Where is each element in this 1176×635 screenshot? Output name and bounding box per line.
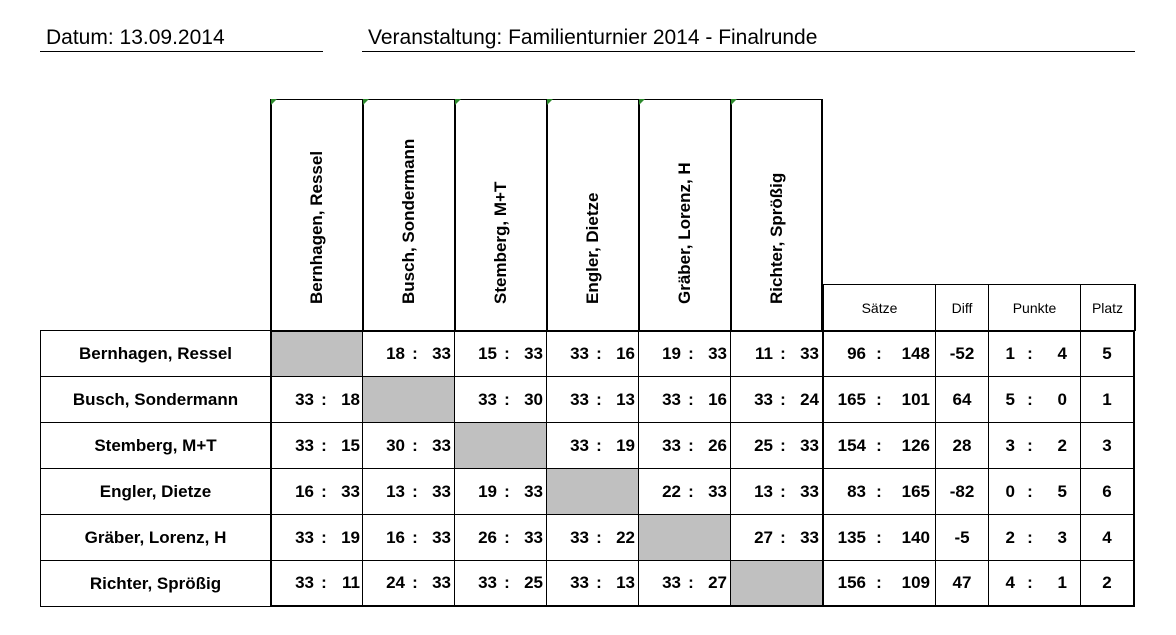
score-left: 24 bbox=[386, 573, 405, 592]
comment-marker-icon bbox=[271, 99, 277, 105]
score-cell bbox=[270, 514, 363, 561]
score-right: 15 bbox=[341, 435, 360, 455]
score-right: 165 bbox=[901, 481, 930, 501]
score-left: 27 bbox=[754, 527, 773, 547]
score-right: 33 bbox=[524, 344, 543, 363]
comment-marker-icon bbox=[455, 99, 461, 105]
column-header-team bbox=[270, 99, 363, 331]
score-left: 135 bbox=[837, 527, 866, 547]
score-separator: : bbox=[504, 481, 510, 501]
score-separator: : bbox=[321, 481, 327, 501]
score-right: 33 bbox=[432, 527, 451, 547]
score-left: 33 bbox=[570, 527, 589, 547]
score-left: 33 bbox=[662, 573, 681, 592]
score-separator: : bbox=[596, 435, 602, 455]
score-right: 109 bbox=[901, 573, 930, 592]
score-left: 19 bbox=[478, 481, 497, 501]
score-left: 165 bbox=[837, 389, 866, 409]
score-cell bbox=[546, 422, 639, 469]
score-cell bbox=[730, 468, 823, 515]
column-header-label: Stemberg, M+T bbox=[491, 181, 510, 304]
score-separator: : bbox=[876, 481, 882, 501]
score-separator: : bbox=[412, 344, 418, 363]
diff-cell: -52 bbox=[935, 330, 989, 377]
row-header-team: Gräber, Lorenz, H bbox=[40, 514, 271, 561]
score-separator: : bbox=[876, 344, 882, 363]
score-cell bbox=[270, 376, 363, 423]
score-separator: : bbox=[1027, 527, 1033, 547]
row-header-team: Engler, Dietze bbox=[40, 468, 271, 515]
score-separator: : bbox=[876, 435, 882, 455]
score-separator: : bbox=[596, 527, 602, 547]
score-right: 33 bbox=[524, 481, 543, 501]
score-left: 16 bbox=[295, 481, 314, 501]
score-left: 96 bbox=[847, 344, 866, 363]
score-separator: : bbox=[504, 527, 510, 547]
summary-header-diff: Diff bbox=[935, 284, 989, 331]
saetze-cell bbox=[822, 330, 936, 377]
score-right: 140 bbox=[901, 527, 930, 547]
score-cell bbox=[546, 560, 639, 607]
score-left: 4 bbox=[1005, 573, 1015, 592]
score-left: 33 bbox=[570, 389, 589, 409]
score-right: 0 bbox=[1057, 389, 1067, 409]
score-left: 33 bbox=[662, 389, 681, 409]
score-left: 11 bbox=[755, 344, 773, 363]
column-header-label: Bernhagen, Ressel bbox=[307, 150, 326, 304]
score-separator: : bbox=[1027, 435, 1033, 455]
comment-marker-icon bbox=[639, 99, 645, 105]
summary-header-platz: Platz bbox=[1080, 284, 1136, 331]
score-separator: : bbox=[504, 344, 510, 363]
score-right: 18 bbox=[341, 389, 360, 409]
score-cell bbox=[454, 330, 547, 377]
score-right: 5 bbox=[1057, 481, 1067, 501]
comment-marker-icon bbox=[731, 99, 737, 105]
score-right: 11 bbox=[342, 573, 360, 592]
score-left: 5 bbox=[1005, 389, 1015, 409]
score-right: 101 bbox=[901, 389, 930, 409]
score-cell bbox=[638, 376, 731, 423]
score-cell bbox=[362, 560, 455, 607]
score-separator: : bbox=[596, 573, 602, 592]
score-separator: : bbox=[1027, 389, 1033, 409]
score-right: 33 bbox=[524, 527, 543, 547]
punkte-cell bbox=[988, 560, 1081, 607]
column-header-team bbox=[730, 99, 823, 331]
score-right: 13 bbox=[616, 389, 635, 409]
score-cell bbox=[362, 422, 455, 469]
score-separator: : bbox=[1027, 344, 1033, 363]
score-left: 1 bbox=[1005, 344, 1015, 363]
summary-header-saetze: Sätze bbox=[822, 284, 936, 331]
score-cell bbox=[454, 376, 547, 423]
score-right: 2 bbox=[1057, 435, 1067, 455]
diff-cell: -82 bbox=[935, 468, 989, 515]
date-label: Datum: 13.09.2014 bbox=[40, 24, 323, 52]
score-left: 3 bbox=[1005, 435, 1015, 455]
diff-cell: 28 bbox=[935, 422, 989, 469]
score-separator: : bbox=[1027, 481, 1033, 501]
score-left: 22 bbox=[662, 481, 681, 501]
platz-cell: 2 bbox=[1080, 560, 1135, 607]
score-cell bbox=[270, 560, 363, 607]
platz-cell: 4 bbox=[1080, 514, 1135, 561]
punkte-cell bbox=[988, 376, 1081, 423]
score-cell bbox=[362, 468, 455, 515]
column-header-label: Gräber, Lorenz, H bbox=[675, 162, 694, 304]
score-cell bbox=[638, 468, 731, 515]
score-right: 19 bbox=[341, 527, 360, 547]
score-left: 33 bbox=[295, 527, 314, 547]
score-cell bbox=[454, 560, 547, 607]
score-left: 13 bbox=[754, 481, 773, 501]
score-right: 33 bbox=[708, 481, 727, 501]
score-left: 33 bbox=[295, 573, 314, 592]
column-header-team bbox=[546, 99, 639, 331]
score-right: 33 bbox=[800, 481, 819, 501]
score-left: 19 bbox=[662, 344, 681, 363]
score-right: 33 bbox=[432, 481, 451, 501]
score-separator: : bbox=[688, 573, 694, 592]
score-right: 16 bbox=[708, 389, 727, 409]
score-left: 83 bbox=[847, 481, 866, 501]
score-separator: : bbox=[688, 389, 694, 409]
score-cell bbox=[638, 560, 731, 607]
score-right: 30 bbox=[524, 389, 543, 409]
score-left: 156 bbox=[837, 573, 866, 592]
platz-cell: 3 bbox=[1080, 422, 1135, 469]
score-cell bbox=[638, 330, 731, 377]
score-right: 19 bbox=[616, 435, 635, 455]
score-cell bbox=[730, 330, 823, 377]
score-left: 33 bbox=[478, 573, 497, 592]
score-separator: : bbox=[321, 527, 327, 547]
score-separator: : bbox=[876, 389, 882, 409]
score-separator: : bbox=[412, 573, 418, 592]
diagonal-cell bbox=[454, 422, 547, 469]
column-header-team bbox=[638, 99, 731, 331]
score-separator: : bbox=[688, 435, 694, 455]
score-right: 4 bbox=[1057, 344, 1067, 363]
score-left: 154 bbox=[837, 435, 866, 455]
score-left: 0 bbox=[1005, 481, 1015, 501]
saetze-cell bbox=[822, 376, 936, 423]
score-left: 16 bbox=[386, 527, 405, 547]
score-cell bbox=[546, 330, 639, 377]
score-cell bbox=[270, 468, 363, 515]
punkte-cell bbox=[988, 514, 1081, 561]
score-left: 13 bbox=[386, 481, 405, 501]
column-header-team bbox=[454, 99, 547, 331]
score-cell bbox=[730, 422, 823, 469]
score-right: 22 bbox=[616, 527, 635, 547]
score-separator: : bbox=[780, 389, 786, 409]
event-label: Veranstaltung: Familienturnier 2014 - Finalrunde bbox=[362, 24, 1135, 52]
comment-marker-icon bbox=[363, 99, 369, 105]
score-separator: : bbox=[780, 527, 786, 547]
score-cell bbox=[362, 514, 455, 561]
score-left: 33 bbox=[570, 573, 589, 592]
score-right: 33 bbox=[800, 435, 819, 455]
score-separator: : bbox=[876, 573, 882, 592]
score-left: 15 bbox=[478, 344, 497, 363]
punkte-cell bbox=[988, 468, 1081, 515]
score-cell bbox=[270, 422, 363, 469]
score-separator: : bbox=[780, 344, 786, 363]
score-left: 33 bbox=[570, 435, 589, 455]
score-separator: : bbox=[412, 481, 418, 501]
row-header-team: Stemberg, M+T bbox=[40, 422, 271, 469]
platz-cell: 6 bbox=[1080, 468, 1135, 515]
score-right: 33 bbox=[800, 344, 819, 363]
score-right: 33 bbox=[341, 481, 360, 501]
score-right: 33 bbox=[800, 527, 819, 547]
diagonal-cell bbox=[362, 376, 455, 423]
score-separator: : bbox=[596, 344, 602, 363]
score-left: 33 bbox=[754, 389, 773, 409]
score-separator: : bbox=[504, 389, 510, 409]
score-separator: : bbox=[321, 389, 327, 409]
score-right: 24 bbox=[800, 389, 819, 409]
score-separator: : bbox=[504, 573, 510, 592]
score-right: 26 bbox=[708, 435, 727, 455]
score-right: 13 bbox=[616, 573, 635, 592]
score-separator: : bbox=[688, 344, 694, 363]
score-left: 33 bbox=[478, 389, 497, 409]
score-cell bbox=[730, 376, 823, 423]
score-separator: : bbox=[1027, 573, 1033, 592]
platz-cell: 5 bbox=[1080, 330, 1135, 377]
diagonal-cell bbox=[270, 330, 363, 377]
punkte-cell bbox=[988, 330, 1081, 377]
score-separator: : bbox=[412, 527, 418, 547]
score-separator: : bbox=[876, 527, 882, 547]
row-header-team: Bernhagen, Ressel bbox=[40, 330, 271, 377]
diff-cell: -5 bbox=[935, 514, 989, 561]
column-header-label: Richter, Sprößig bbox=[766, 172, 786, 304]
score-cell bbox=[730, 514, 823, 561]
score-right: 25 bbox=[524, 573, 543, 592]
score-separator: : bbox=[412, 435, 418, 455]
score-right: 33 bbox=[708, 344, 727, 363]
saetze-cell bbox=[822, 514, 936, 561]
punkte-cell bbox=[988, 422, 1081, 469]
row-header-team: Busch, Sondermann bbox=[40, 376, 271, 423]
score-right: 148 bbox=[901, 344, 930, 363]
score-separator: : bbox=[688, 481, 694, 501]
score-right: 1 bbox=[1057, 573, 1067, 592]
score-cell bbox=[362, 330, 455, 377]
score-separator: : bbox=[596, 389, 602, 409]
diagonal-cell bbox=[546, 468, 639, 515]
row-header-team: Richter, Sprößig bbox=[40, 560, 271, 607]
score-right: 16 bbox=[616, 344, 635, 363]
diagonal-cell bbox=[638, 514, 731, 561]
saetze-cell bbox=[822, 560, 936, 607]
score-cell bbox=[454, 514, 547, 561]
score-cell bbox=[638, 422, 731, 469]
diagonal-cell bbox=[730, 560, 823, 607]
diff-cell: 64 bbox=[935, 376, 989, 423]
score-left: 26 bbox=[478, 527, 497, 547]
column-header-label: Busch, Sondermann bbox=[399, 138, 418, 304]
score-separator: : bbox=[321, 435, 327, 455]
score-cell bbox=[454, 468, 547, 515]
column-header-label: Engler, Dietze bbox=[583, 192, 602, 304]
score-right: 33 bbox=[432, 573, 451, 592]
comment-marker-icon bbox=[547, 99, 553, 105]
summary-header-punkte: Punkte bbox=[988, 284, 1081, 331]
score-right: 3 bbox=[1057, 527, 1067, 547]
score-right: 126 bbox=[901, 435, 930, 455]
saetze-cell bbox=[822, 468, 936, 515]
score-right: 33 bbox=[432, 435, 451, 455]
score-left: 25 bbox=[754, 435, 773, 455]
score-separator: : bbox=[780, 435, 786, 455]
score-right: 33 bbox=[432, 344, 451, 363]
score-left: 33 bbox=[295, 389, 314, 409]
score-cell bbox=[546, 376, 639, 423]
score-left: 33 bbox=[570, 344, 589, 363]
score-cell bbox=[546, 514, 639, 561]
saetze-cell bbox=[822, 422, 936, 469]
platz-cell: 1 bbox=[1080, 376, 1135, 423]
score-left: 2 bbox=[1005, 527, 1015, 547]
score-left: 33 bbox=[295, 435, 314, 455]
score-left: 33 bbox=[662, 435, 681, 455]
score-left: 18 bbox=[386, 344, 405, 363]
score-separator: : bbox=[321, 573, 327, 592]
column-header-team bbox=[362, 99, 455, 331]
score-left: 30 bbox=[386, 435, 405, 455]
score-right: 27 bbox=[708, 573, 727, 592]
score-separator: : bbox=[780, 481, 786, 501]
diff-cell: 47 bbox=[935, 560, 989, 607]
